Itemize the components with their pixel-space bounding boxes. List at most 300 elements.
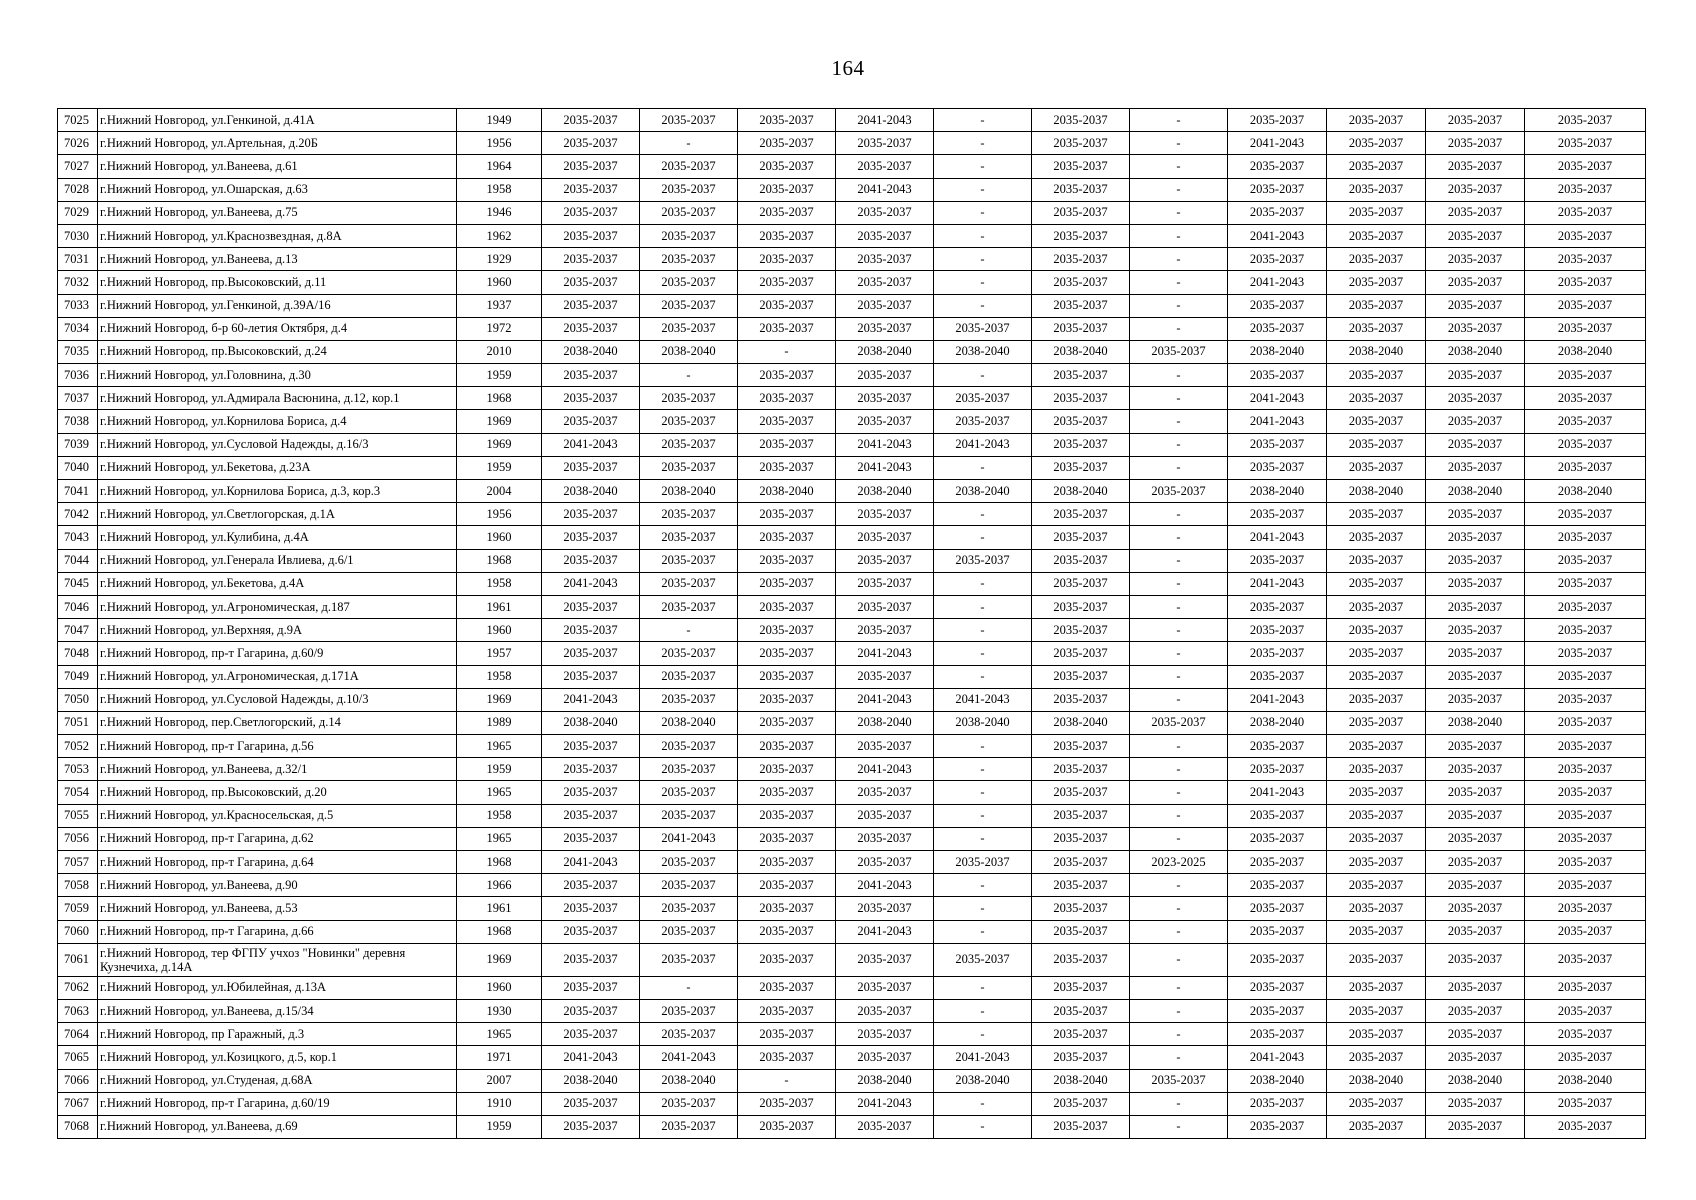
period-cell: 2035-2037 bbox=[1228, 109, 1327, 132]
period-cell: 2035-2037 bbox=[1426, 804, 1525, 827]
period-cell: 2035-2037 bbox=[738, 387, 836, 410]
period-cell: 2035-2037 bbox=[640, 387, 738, 410]
period-cell: 2041-2043 bbox=[836, 920, 934, 943]
period-cell: 2035-2037 bbox=[1327, 317, 1426, 340]
period-cell: 2035-2037 bbox=[640, 317, 738, 340]
year-cell: 1968 bbox=[457, 851, 542, 874]
address-cell: г.Нижний Новгород, ул.Головнина, д.30 bbox=[98, 364, 457, 387]
year-cell: 1960 bbox=[457, 526, 542, 549]
period-cell: 2035-2037 bbox=[1032, 688, 1130, 711]
period-cell: 2035-2037 bbox=[738, 364, 836, 387]
period-cell: 2035-2037 bbox=[1228, 619, 1327, 642]
period-cell: 2035-2037 bbox=[1032, 155, 1130, 178]
address-cell: г.Нижний Новгород, ул.Краснозвездная, д.8А bbox=[98, 224, 457, 247]
address-cell: г.Нижний Новгород, пр Гаражный, д.3 bbox=[98, 1023, 457, 1046]
period-cell: 2035-2037 bbox=[1327, 619, 1426, 642]
year-cell: 1965 bbox=[457, 781, 542, 804]
period-cell: 2035-2037 bbox=[934, 410, 1032, 433]
period-cell: 2035-2037 bbox=[1426, 387, 1525, 410]
period-cell: 2035-2037 bbox=[836, 224, 934, 247]
period-cell: 2035-2037 bbox=[1032, 364, 1130, 387]
period-cell: 2035-2037 bbox=[1032, 1023, 1130, 1046]
period-cell: - bbox=[1130, 410, 1228, 433]
period-cell: - bbox=[934, 920, 1032, 943]
period-cell: 2035-2037 bbox=[836, 976, 934, 999]
period-cell: 2035-2037 bbox=[1426, 526, 1525, 549]
period-cell: 2035-2037 bbox=[640, 503, 738, 526]
table-row bbox=[58, 549, 1646, 572]
period-cell: 2035-2037 bbox=[1426, 155, 1525, 178]
period-cell: 2035-2037 bbox=[1525, 781, 1646, 804]
period-cell: 2035-2037 bbox=[1130, 711, 1228, 734]
period-cell: 2035-2037 bbox=[1032, 595, 1130, 618]
period-cell: 2035-2037 bbox=[1426, 688, 1525, 711]
table-row bbox=[58, 526, 1646, 549]
period-cell: - bbox=[934, 503, 1032, 526]
period-cell: 2035-2037 bbox=[640, 665, 738, 688]
period-cell: 2035-2037 bbox=[1228, 897, 1327, 920]
period-cell: 2038-2040 bbox=[934, 711, 1032, 734]
row-number-cell: 7064 bbox=[58, 1023, 98, 1046]
period-cell: 2035-2037 bbox=[1525, 1023, 1646, 1046]
period-cell: 2035-2037 bbox=[640, 999, 738, 1022]
period-cell: 2035-2037 bbox=[542, 642, 640, 665]
period-cell: 2035-2037 bbox=[640, 201, 738, 224]
period-cell: 2035-2037 bbox=[1327, 155, 1426, 178]
period-cell: 2035-2037 bbox=[640, 735, 738, 758]
period-cell: 2035-2037 bbox=[1426, 224, 1525, 247]
period-cell: 2035-2037 bbox=[1130, 1069, 1228, 1092]
period-cell: 2035-2037 bbox=[1032, 1046, 1130, 1069]
year-cell: 1910 bbox=[457, 1092, 542, 1115]
period-cell: - bbox=[934, 897, 1032, 920]
year-cell: 1946 bbox=[457, 201, 542, 224]
period-cell: 2035-2037 bbox=[738, 248, 836, 271]
period-cell: 2035-2037 bbox=[1032, 827, 1130, 850]
year-cell: 1937 bbox=[457, 294, 542, 317]
table-row bbox=[58, 851, 1646, 874]
period-cell: - bbox=[1130, 109, 1228, 132]
address-cell: г.Нижний Новгород, пр-т Гагарина, д.60/9 bbox=[98, 642, 457, 665]
row-number-cell: 7038 bbox=[58, 410, 98, 433]
period-cell: 2035-2037 bbox=[1228, 595, 1327, 618]
year-cell: 1969 bbox=[457, 943, 542, 976]
period-cell: - bbox=[1130, 688, 1228, 711]
period-cell: 2041-2043 bbox=[836, 642, 934, 665]
period-cell: 2035-2037 bbox=[640, 943, 738, 976]
period-cell: 2035-2037 bbox=[542, 943, 640, 976]
period-cell: 2035-2037 bbox=[1426, 317, 1525, 340]
table-row bbox=[58, 804, 1646, 827]
period-cell: 2035-2037 bbox=[1525, 711, 1646, 734]
table-row bbox=[58, 688, 1646, 711]
period-cell: 2035-2037 bbox=[1525, 178, 1646, 201]
period-cell: 2035-2037 bbox=[1327, 456, 1426, 479]
period-cell: 2035-2037 bbox=[738, 271, 836, 294]
period-cell: 2035-2037 bbox=[640, 572, 738, 595]
period-cell: 2035-2037 bbox=[640, 109, 738, 132]
period-cell: 2035-2037 bbox=[1525, 874, 1646, 897]
period-cell: 2035-2037 bbox=[1525, 224, 1646, 247]
period-cell: 2035-2037 bbox=[1525, 549, 1646, 572]
period-cell: 2035-2037 bbox=[836, 804, 934, 827]
period-cell: 2035-2037 bbox=[1228, 758, 1327, 781]
period-cell: 2035-2037 bbox=[542, 1023, 640, 1046]
period-cell: 2035-2037 bbox=[542, 758, 640, 781]
period-cell: 2041-2043 bbox=[542, 851, 640, 874]
period-cell: - bbox=[1130, 920, 1228, 943]
period-cell: 2035-2037 bbox=[738, 897, 836, 920]
table-row bbox=[58, 642, 1646, 665]
year-cell: 1949 bbox=[457, 109, 542, 132]
period-cell: - bbox=[1130, 549, 1228, 572]
period-cell: 2035-2037 bbox=[1426, 549, 1525, 572]
period-cell: 2038-2040 bbox=[1327, 480, 1426, 503]
period-cell: 2035-2037 bbox=[738, 1046, 836, 1069]
period-cell: 2035-2037 bbox=[1130, 340, 1228, 363]
period-cell: 2035-2037 bbox=[836, 572, 934, 595]
period-cell: 2035-2037 bbox=[1426, 1046, 1525, 1069]
period-cell: 2038-2040 bbox=[836, 1069, 934, 1092]
period-cell: 2035-2037 bbox=[640, 549, 738, 572]
year-cell: 1959 bbox=[457, 364, 542, 387]
period-cell: 2035-2037 bbox=[1032, 549, 1130, 572]
period-cell: - bbox=[934, 595, 1032, 618]
period-cell: 2035-2037 bbox=[1228, 1115, 1327, 1138]
period-cell: - bbox=[1130, 1023, 1228, 1046]
period-cell: 2035-2037 bbox=[1327, 758, 1426, 781]
period-cell: 2041-2043 bbox=[934, 688, 1032, 711]
period-cell: 2038-2040 bbox=[1327, 1069, 1426, 1092]
period-cell: 2035-2037 bbox=[1426, 920, 1525, 943]
period-cell: 2035-2037 bbox=[1426, 1092, 1525, 1115]
period-cell: 2035-2037 bbox=[1032, 1092, 1130, 1115]
period-cell: 2035-2037 bbox=[836, 248, 934, 271]
address-cell: г.Нижний Новгород, ул.Ванеева, д.13 bbox=[98, 248, 457, 271]
period-cell: 2035-2037 bbox=[640, 920, 738, 943]
period-cell: 2035-2037 bbox=[640, 1092, 738, 1115]
period-cell: 2035-2037 bbox=[934, 851, 1032, 874]
row-number-cell: 7067 bbox=[58, 1092, 98, 1115]
year-cell: 1960 bbox=[457, 619, 542, 642]
period-cell: 2035-2037 bbox=[1525, 688, 1646, 711]
period-cell: 2035-2037 bbox=[1525, 642, 1646, 665]
period-cell: 2035-2037 bbox=[542, 976, 640, 999]
table-row bbox=[58, 480, 1646, 503]
row-number-cell: 7060 bbox=[58, 920, 98, 943]
period-cell: 2035-2037 bbox=[1032, 317, 1130, 340]
period-cell: 2035-2037 bbox=[542, 1092, 640, 1115]
address-cell: г.Нижний Новгород, ул.Генкиной, д.39А/16 bbox=[98, 294, 457, 317]
period-cell: 2035-2037 bbox=[1228, 456, 1327, 479]
period-cell: - bbox=[934, 1092, 1032, 1115]
period-cell: 2041-2043 bbox=[836, 1092, 934, 1115]
period-cell: 2041-2043 bbox=[1228, 132, 1327, 155]
period-cell: - bbox=[934, 572, 1032, 595]
period-cell: 2041-2043 bbox=[1228, 387, 1327, 410]
period-cell: - bbox=[934, 1023, 1032, 1046]
period-cell: 2035-2037 bbox=[836, 897, 934, 920]
period-cell: 2035-2037 bbox=[836, 317, 934, 340]
period-cell: 2035-2037 bbox=[1525, 619, 1646, 642]
period-cell: 2035-2037 bbox=[1327, 1115, 1426, 1138]
address-cell: г.Нижний Новгород, пр-т Гагарина, д.64 bbox=[98, 851, 457, 874]
period-cell: 2035-2037 bbox=[1327, 132, 1426, 155]
period-cell: 2035-2037 bbox=[1032, 178, 1130, 201]
year-cell: 1972 bbox=[457, 317, 542, 340]
period-cell: 2035-2037 bbox=[1426, 642, 1525, 665]
table-row bbox=[58, 874, 1646, 897]
period-cell: 2035-2037 bbox=[836, 387, 934, 410]
period-cell: 2035-2037 bbox=[1228, 642, 1327, 665]
period-cell: 2035-2037 bbox=[1426, 976, 1525, 999]
period-cell: 2035-2037 bbox=[1525, 735, 1646, 758]
address-cell: г.Нижний Новгород, ул.Бекетова, д.4А bbox=[98, 572, 457, 595]
period-cell: 2035-2037 bbox=[1426, 178, 1525, 201]
year-cell: 2007 bbox=[457, 1069, 542, 1092]
period-cell: 2038-2040 bbox=[1228, 711, 1327, 734]
period-cell: - bbox=[934, 456, 1032, 479]
period-cell: 2035-2037 bbox=[738, 999, 836, 1022]
year-cell: 1958 bbox=[457, 572, 542, 595]
period-cell: - bbox=[1130, 619, 1228, 642]
period-cell: 2035-2037 bbox=[1327, 642, 1426, 665]
period-cell: - bbox=[1130, 595, 1228, 618]
period-cell: - bbox=[934, 201, 1032, 224]
address-cell: г.Нижний Новгород, ул.Студеная, д.68А bbox=[98, 1069, 457, 1092]
period-cell: 2035-2037 bbox=[738, 688, 836, 711]
period-cell: 2035-2037 bbox=[542, 920, 640, 943]
period-cell: 2035-2037 bbox=[1426, 433, 1525, 456]
period-cell: - bbox=[934, 735, 1032, 758]
period-cell: 2041-2043 bbox=[934, 1046, 1032, 1069]
period-cell: 2035-2037 bbox=[1426, 758, 1525, 781]
period-cell: 2035-2037 bbox=[640, 294, 738, 317]
period-cell: 2035-2037 bbox=[1426, 572, 1525, 595]
period-cell: 2041-2043 bbox=[836, 178, 934, 201]
period-cell: 2035-2037 bbox=[1032, 433, 1130, 456]
period-cell: 2035-2037 bbox=[738, 827, 836, 850]
address-cell: г.Нижний Новгород, ул.Бекетова, д.23А bbox=[98, 456, 457, 479]
table-row bbox=[58, 665, 1646, 688]
period-cell: - bbox=[1130, 224, 1228, 247]
period-cell: 2035-2037 bbox=[1525, 456, 1646, 479]
year-cell: 1968 bbox=[457, 387, 542, 410]
table-row bbox=[58, 132, 1646, 155]
period-cell: 2035-2037 bbox=[738, 758, 836, 781]
period-cell: 2038-2040 bbox=[542, 1069, 640, 1092]
period-cell: 2035-2037 bbox=[738, 804, 836, 827]
period-cell: 2035-2037 bbox=[836, 526, 934, 549]
period-cell: 2035-2037 bbox=[1525, 248, 1646, 271]
period-cell: 2035-2037 bbox=[1525, 271, 1646, 294]
period-cell: 2041-2043 bbox=[1228, 572, 1327, 595]
period-cell: 2038-2040 bbox=[1426, 480, 1525, 503]
period-cell: 2035-2037 bbox=[542, 178, 640, 201]
year-cell: 1930 bbox=[457, 999, 542, 1022]
period-cell: - bbox=[1130, 999, 1228, 1022]
table-row bbox=[58, 317, 1646, 340]
year-cell: 1959 bbox=[457, 1115, 542, 1138]
period-cell: 2035-2037 bbox=[640, 642, 738, 665]
period-cell: 2035-2037 bbox=[1327, 688, 1426, 711]
period-cell: 2035-2037 bbox=[1327, 1092, 1426, 1115]
period-cell: 2041-2043 bbox=[542, 433, 640, 456]
period-cell: 2041-2043 bbox=[836, 688, 934, 711]
year-cell: 1964 bbox=[457, 155, 542, 178]
period-cell: 2035-2037 bbox=[542, 827, 640, 850]
row-number-cell: 7033 bbox=[58, 294, 98, 317]
period-cell: 2035-2037 bbox=[1032, 642, 1130, 665]
period-cell: 2035-2037 bbox=[1032, 619, 1130, 642]
table-row bbox=[58, 456, 1646, 479]
table-row bbox=[58, 364, 1646, 387]
period-cell: 2038-2040 bbox=[1525, 480, 1646, 503]
period-cell: 2035-2037 bbox=[640, 410, 738, 433]
period-cell: 2035-2037 bbox=[1426, 943, 1525, 976]
period-cell: 2035-2037 bbox=[1426, 410, 1525, 433]
period-cell: 2035-2037 bbox=[1228, 1092, 1327, 1115]
period-cell: 2035-2037 bbox=[738, 456, 836, 479]
year-cell: 1965 bbox=[457, 1023, 542, 1046]
row-number-cell: 7063 bbox=[58, 999, 98, 1022]
period-cell: 2035-2037 bbox=[1525, 943, 1646, 976]
period-cell: 2035-2037 bbox=[1327, 735, 1426, 758]
period-cell: 2035-2037 bbox=[640, 248, 738, 271]
year-cell: 1961 bbox=[457, 595, 542, 618]
period-cell: 2035-2037 bbox=[1525, 526, 1646, 549]
period-cell: 2038-2040 bbox=[1032, 1069, 1130, 1092]
period-cell: 2035-2037 bbox=[836, 549, 934, 572]
repair-schedule-table bbox=[57, 108, 1646, 1139]
address-cell: г.Нижний Новгород, ул.Сусловой Надежды, д.10/3 bbox=[98, 688, 457, 711]
period-cell: 2035-2037 bbox=[1327, 410, 1426, 433]
period-cell: 2038-2040 bbox=[542, 480, 640, 503]
period-cell: 2035-2037 bbox=[1426, 503, 1525, 526]
period-cell: 2035-2037 bbox=[738, 943, 836, 976]
period-cell: 2035-2037 bbox=[1327, 364, 1426, 387]
row-number-cell: 7048 bbox=[58, 642, 98, 665]
period-cell: 2035-2037 bbox=[836, 1115, 934, 1138]
row-number-cell: 7035 bbox=[58, 340, 98, 363]
table-row bbox=[58, 619, 1646, 642]
period-cell: 2035-2037 bbox=[542, 317, 640, 340]
period-cell: - bbox=[1130, 874, 1228, 897]
period-cell: - bbox=[934, 248, 1032, 271]
period-cell: 2035-2037 bbox=[640, 456, 738, 479]
address-cell: г.Нижний Новгород, ул.Корнилова Бориса, д.4 bbox=[98, 410, 457, 433]
period-cell: 2035-2037 bbox=[934, 943, 1032, 976]
period-cell: 2035-2037 bbox=[1032, 735, 1130, 758]
period-cell: - bbox=[1130, 897, 1228, 920]
address-cell: г.Нижний Новгород, ул.Артельная, д.20Б bbox=[98, 132, 457, 155]
period-cell: 2035-2037 bbox=[1228, 804, 1327, 827]
period-cell: 2035-2037 bbox=[1032, 665, 1130, 688]
table-row bbox=[58, 711, 1646, 734]
period-cell: 2035-2037 bbox=[1032, 109, 1130, 132]
period-cell: 2038-2040 bbox=[836, 711, 934, 734]
period-cell: - bbox=[934, 224, 1032, 247]
year-cell: 1958 bbox=[457, 804, 542, 827]
period-cell: 2035-2037 bbox=[1525, 827, 1646, 850]
period-cell: 2035-2037 bbox=[542, 595, 640, 618]
period-cell: - bbox=[934, 294, 1032, 317]
period-cell: 2041-2043 bbox=[1228, 688, 1327, 711]
period-cell: 2038-2040 bbox=[640, 480, 738, 503]
period-cell: 2041-2043 bbox=[1228, 781, 1327, 804]
period-cell: 2038-2040 bbox=[934, 340, 1032, 363]
period-cell: 2035-2037 bbox=[1327, 224, 1426, 247]
row-number-cell: 7056 bbox=[58, 827, 98, 850]
period-cell: 2035-2037 bbox=[1228, 364, 1327, 387]
period-cell: 2035-2037 bbox=[738, 410, 836, 433]
period-cell: 2035-2037 bbox=[1426, 781, 1525, 804]
period-cell: 2035-2037 bbox=[1327, 920, 1426, 943]
table-row bbox=[58, 109, 1646, 132]
period-cell: 2035-2037 bbox=[836, 201, 934, 224]
period-cell: 2035-2037 bbox=[1228, 549, 1327, 572]
row-number-cell: 7027 bbox=[58, 155, 98, 178]
period-cell: 2035-2037 bbox=[1327, 665, 1426, 688]
period-cell: 2035-2037 bbox=[542, 999, 640, 1022]
period-cell: 2035-2037 bbox=[1327, 294, 1426, 317]
row-number-cell: 7025 bbox=[58, 109, 98, 132]
period-cell: 2035-2037 bbox=[1228, 294, 1327, 317]
period-cell: 2041-2043 bbox=[1228, 224, 1327, 247]
period-cell: 2038-2040 bbox=[1032, 711, 1130, 734]
period-cell: - bbox=[1130, 781, 1228, 804]
period-cell: 2035-2037 bbox=[1525, 364, 1646, 387]
period-cell: 2035-2037 bbox=[640, 271, 738, 294]
period-cell: 2035-2037 bbox=[1327, 595, 1426, 618]
period-cell: - bbox=[934, 178, 1032, 201]
period-cell: 2035-2037 bbox=[738, 433, 836, 456]
period-cell: 2035-2037 bbox=[640, 155, 738, 178]
period-cell: 2035-2037 bbox=[738, 1092, 836, 1115]
period-cell: 2035-2037 bbox=[1525, 387, 1646, 410]
period-cell: 2038-2040 bbox=[1426, 711, 1525, 734]
address-cell: г.Нижний Новгород, ул.Агрономическая, д.171А bbox=[98, 665, 457, 688]
period-cell: 2035-2037 bbox=[542, 781, 640, 804]
period-cell: 2035-2037 bbox=[738, 665, 836, 688]
period-cell: 2035-2037 bbox=[542, 294, 640, 317]
period-cell: 2035-2037 bbox=[1426, 1115, 1525, 1138]
table-row bbox=[58, 758, 1646, 781]
table-row bbox=[58, 294, 1646, 317]
period-cell: 2035-2037 bbox=[1032, 976, 1130, 999]
period-cell: 2035-2037 bbox=[1032, 1115, 1130, 1138]
period-cell: 2035-2037 bbox=[640, 851, 738, 874]
period-cell: 2035-2037 bbox=[934, 317, 1032, 340]
table-row bbox=[58, 897, 1646, 920]
period-cell: 2035-2037 bbox=[1228, 874, 1327, 897]
period-cell: 2035-2037 bbox=[836, 619, 934, 642]
year-cell: 2010 bbox=[457, 340, 542, 363]
period-cell: 2035-2037 bbox=[836, 735, 934, 758]
period-cell: - bbox=[1130, 271, 1228, 294]
period-cell: 2038-2040 bbox=[934, 480, 1032, 503]
period-cell: 2035-2037 bbox=[1032, 201, 1130, 224]
address-cell: г.Нижний Новгород, пр-т Гагарина, д.66 bbox=[98, 920, 457, 943]
period-cell: - bbox=[1130, 827, 1228, 850]
table-row bbox=[58, 735, 1646, 758]
period-cell: 2035-2037 bbox=[640, 804, 738, 827]
year-cell: 1961 bbox=[457, 897, 542, 920]
period-cell: - bbox=[1130, 943, 1228, 976]
period-cell: 2041-2043 bbox=[542, 688, 640, 711]
period-cell: 2035-2037 bbox=[1032, 224, 1130, 247]
period-cell: 2035-2037 bbox=[1525, 897, 1646, 920]
